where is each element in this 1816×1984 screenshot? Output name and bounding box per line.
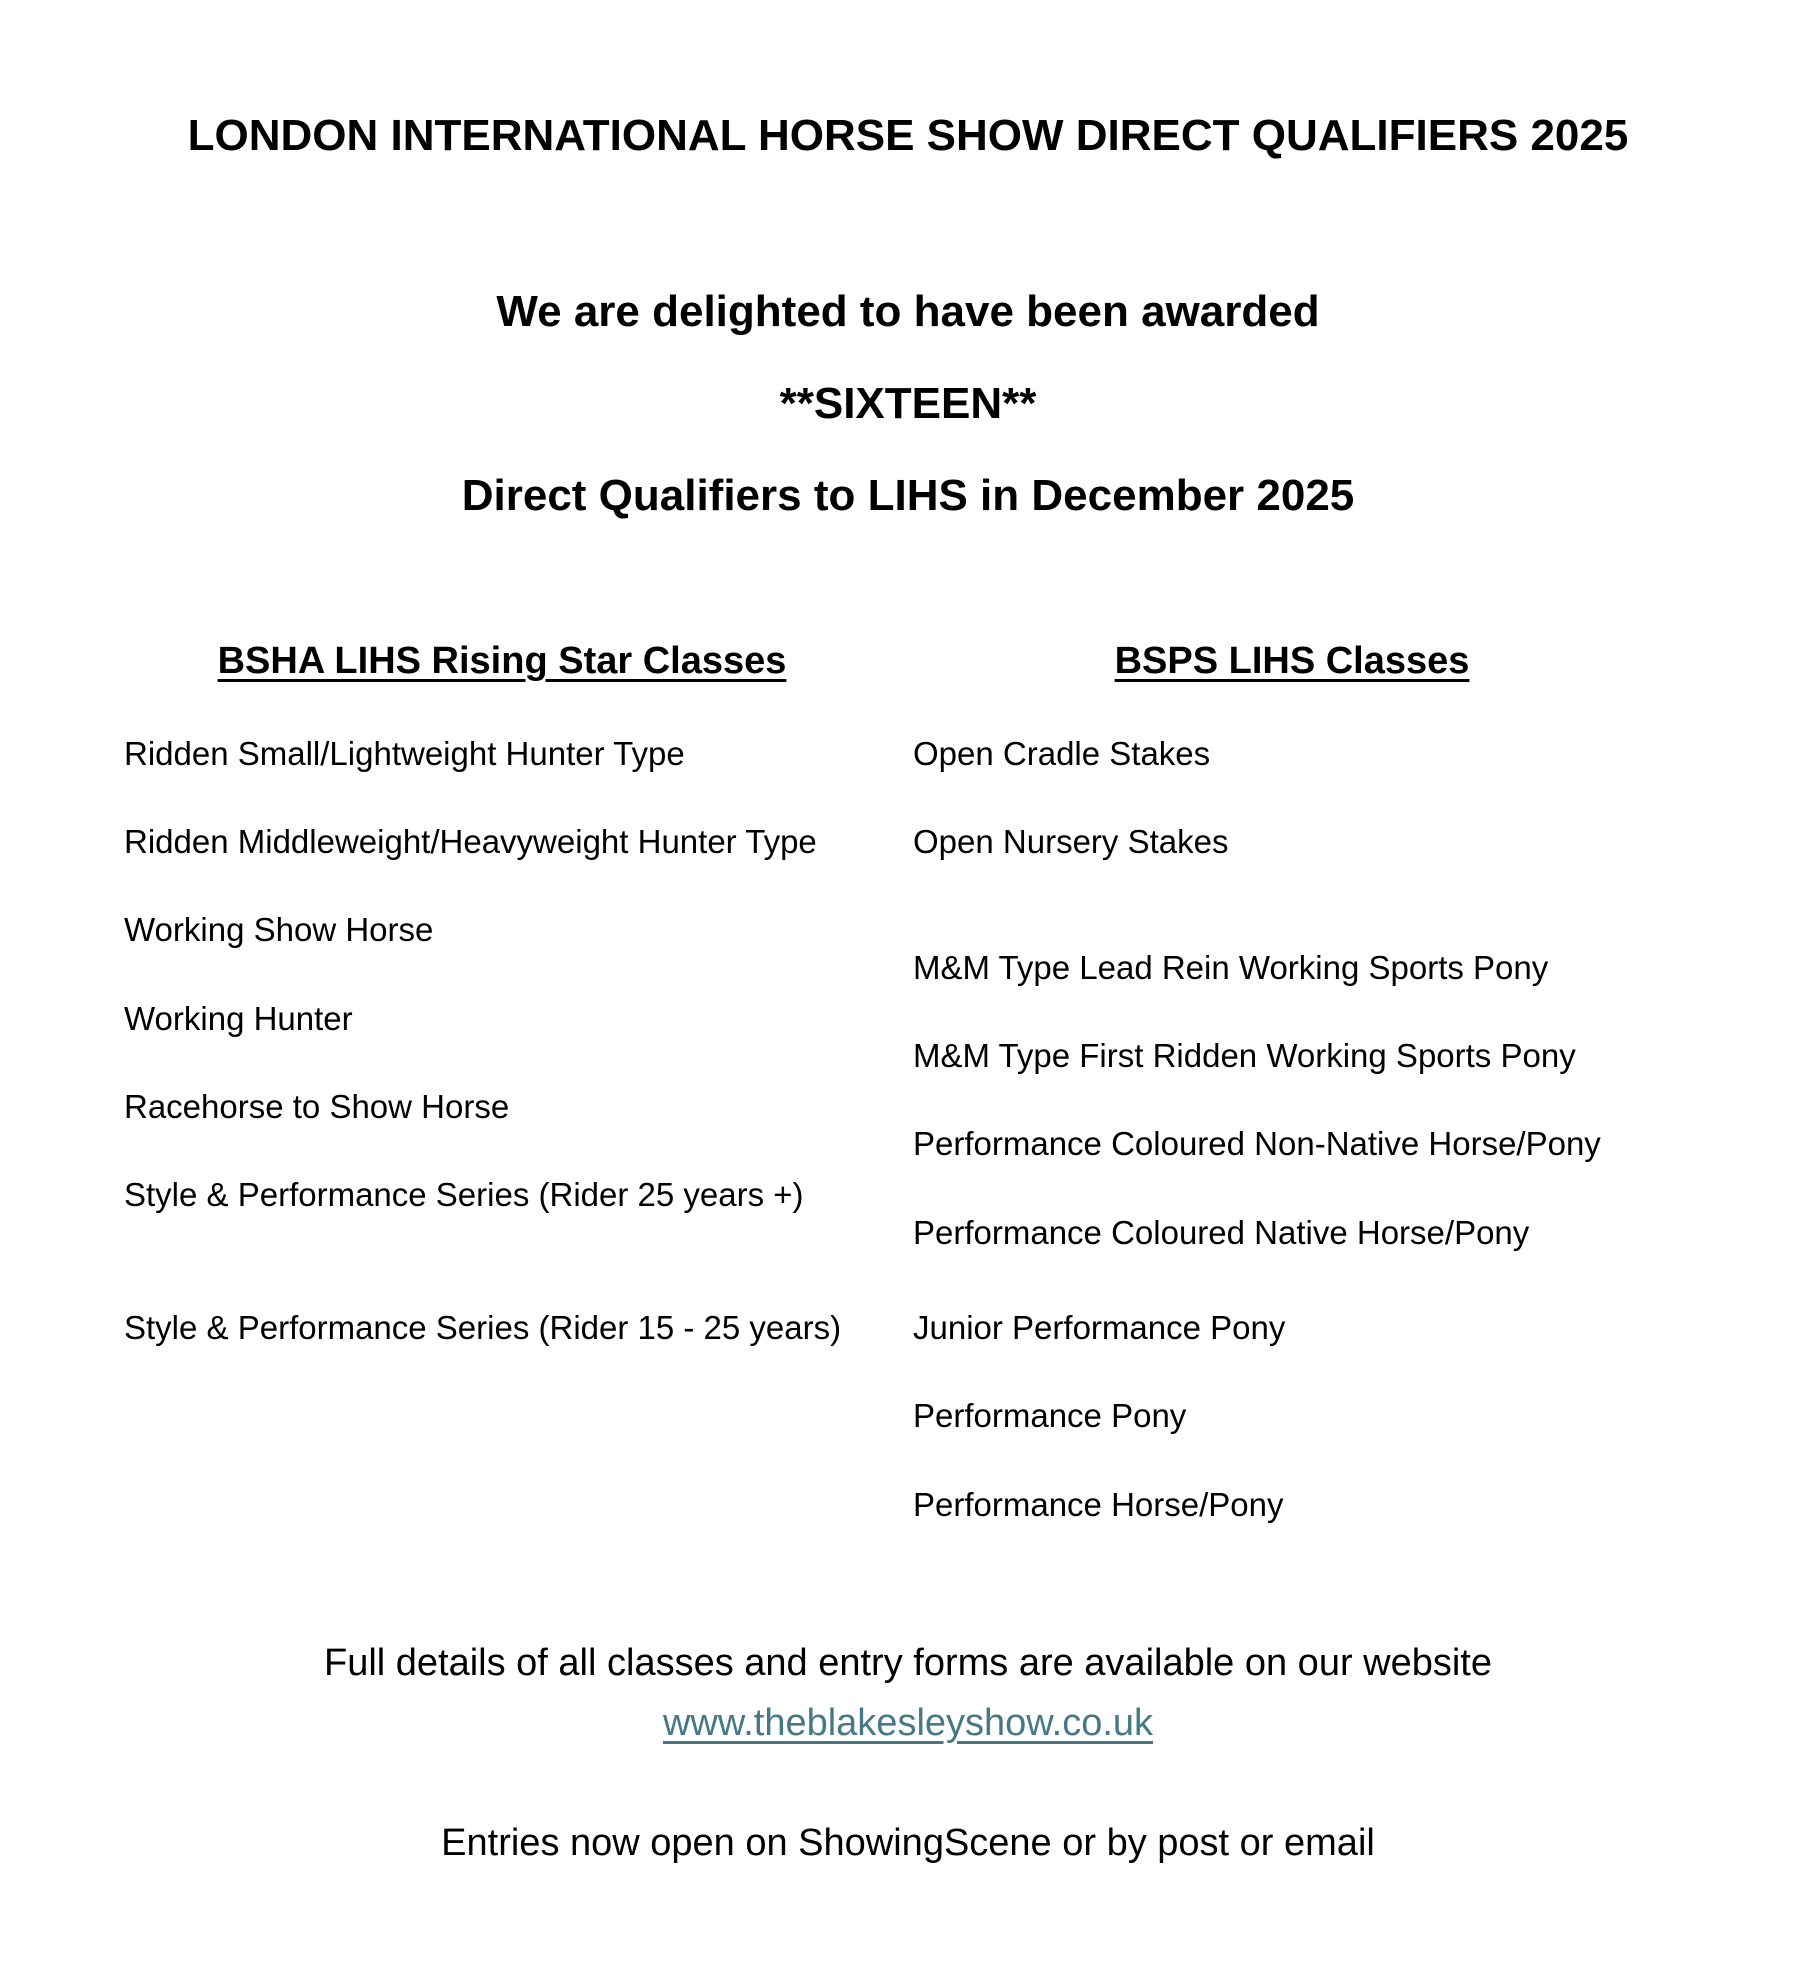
bsha-class-item: Working Hunter — [124, 1000, 353, 1037]
bsha-class-item: Racehorse to Show Horse — [124, 1088, 510, 1125]
bsha-heading: BSHA LIHS Rising Star Classes — [217, 640, 787, 682]
announcement-count: **SIXTEEN** — [779, 379, 1037, 428]
bsps-class-item: Open Cradle Stakes — [913, 735, 1211, 772]
details-text: Full details of all classes and entry forms are available on our website — [323, 1642, 1493, 1684]
announcement-line-1: We are delighted to have been awarded — [496, 287, 1320, 336]
entries-text: Entries now open on ShowingScene or by post or email — [441, 1822, 1375, 1864]
bsha-class-item: Ridden Middleweight/Heavyweight Hunter Type — [124, 823, 817, 860]
website-link[interactable]: www.theblakesleyshow.co.uk — [662, 1702, 1154, 1744]
bsps-class-item: Performance Coloured Non-Native Horse/Pony — [913, 1125, 1601, 1162]
bsha-class-item: Ridden Small/Lightweight Hunter Type — [124, 735, 685, 772]
announcement-line-3: Direct Qualifiers to LIHS in December 2025 — [461, 471, 1355, 520]
bsps-class-item: Performance Horse/Pony — [913, 1486, 1284, 1523]
bsha-class-item: Style & Performance Series (Rider 15 - 25 years) — [124, 1309, 842, 1346]
page-title: LONDON INTERNATIONAL HORSE SHOW DIRECT QUALIFIERS 2025 — [187, 111, 1629, 160]
bsha-class-item: Working Show Horse — [124, 911, 434, 948]
bsps-heading: BSPS LIHS Classes — [1114, 640, 1470, 682]
bsps-class-item: Open Nursery Stakes — [913, 823, 1229, 860]
bsps-class-item: M&M Type First Ridden Working Sports Pony — [913, 1037, 1576, 1074]
bsha-class-item: Style & Performance Series (Rider 25 years +) — [124, 1176, 804, 1213]
bsps-class-item: Performance Coloured Native Horse/Pony — [913, 1214, 1530, 1251]
bsps-class-item: Performance Pony — [913, 1397, 1187, 1434]
bsps-class-item: Junior Performance Pony — [913, 1309, 1286, 1346]
bsps-class-item: M&M Type Lead Rein Working Sports Pony — [913, 949, 1549, 986]
